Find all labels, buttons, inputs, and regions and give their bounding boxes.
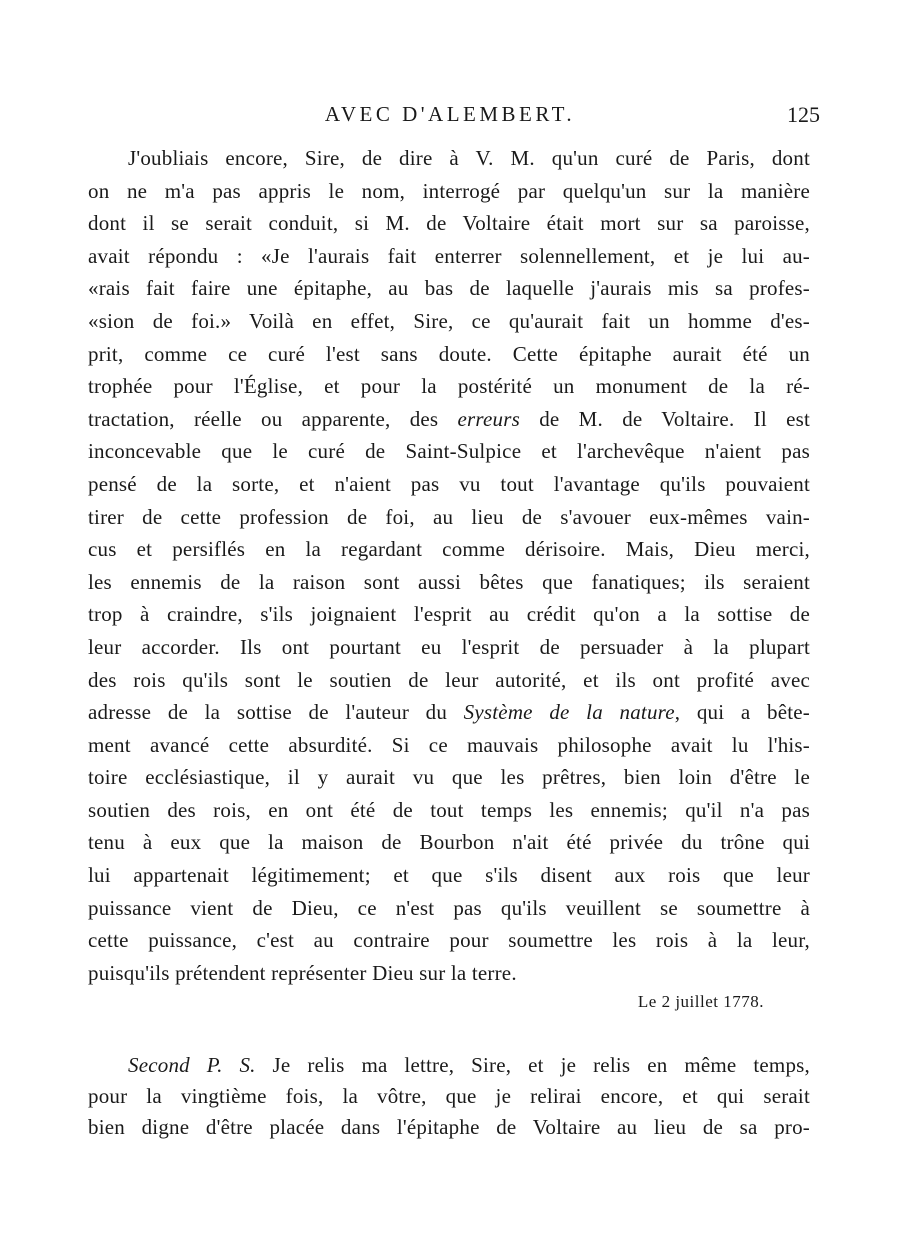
text-line: tenu à eux que la maison de Bourbon n'ait été privée du trône qui <box>88 830 810 855</box>
postscript-paragraph <box>88 1050 810 1143</box>
text-line: soutien des rois, en ont été de tout temps les ennemis; qu'il n'a pas <box>88 797 810 822</box>
text-line: leur accorder. Ils ont pourtant eu l'esprit de persuader à la plupart <box>88 634 810 659</box>
text-line: les ennemis de la raison sont aussi bêtes que fanatiques; ils seraient <box>88 569 810 594</box>
text-line: avait répondu : «Je l'aurais fait enterrer solennellement, et je lui au- <box>88 243 810 268</box>
running-head <box>0 98 900 132</box>
text-segment: de M. de Voltaire. Il est <box>519 406 810 431</box>
text-line: J'oubliais encore, Sire, de dire à V. M. qu'un curé de Paris, dont <box>128 146 810 170</box>
text-line <box>88 696 810 729</box>
text-segment: adresse de la sottise de l'auteur du <box>88 700 464 725</box>
text-line: lui appartenait légitimement; et que s'ils disent aux rois que leur <box>88 863 810 888</box>
text-line: trophée pour l'Église, et pour la postérité un monument de la ré- <box>88 374 810 399</box>
text-line: cus et persiflés en la regardant comme dérisoire. Mais, Dieu merci, <box>88 537 810 562</box>
text-line: ment avancé cette absurdité. Si ce mauvais philosophe avait lu l'his- <box>88 732 810 757</box>
text-line: trop à craindre, s'ils joignaient l'esprit au crédit qu'on a la sottise de <box>88 602 810 627</box>
running-title: AVEC D'ALEMBERT. <box>324 102 576 126</box>
text-line: pensé de la sorte, et n'aient pas vu tout l'avantage qu'ils pouvaient <box>88 471 810 496</box>
text-line: «rais fait faire une épitaphe, au bas de laquelle j'aurais mis sa profes- <box>88 276 810 301</box>
text-line: dont il se serait conduit, si M. de Voltaire était mort sur sa paroisse, <box>88 211 810 236</box>
italic-word: erreurs <box>457 406 520 431</box>
text-line: bien digne d'être placée dans l'épitaphe de Voltaire au lieu de sa pro- <box>88 1115 810 1139</box>
italic-book-title: Système de la nature <box>463 700 675 725</box>
postscript-label: Second P. S. <box>128 1053 256 1077</box>
page-number: 125 <box>787 102 820 127</box>
text-line: inconcevable que le curé de Saint-Sulpice et l'archevêque n'aient pas <box>88 439 810 464</box>
text-line <box>88 1050 810 1081</box>
letter-paragraph <box>88 142 810 989</box>
text-segment: , qui a bête- <box>674 700 810 725</box>
text-line: «sion de foi.» Voilà en effet, Sire, ce qu'aurait fait un homme d'es- <box>88 308 810 333</box>
text-line: pour la vingtième fois, la vôtre, que je relirai encore, et qui serait <box>88 1084 810 1108</box>
text-line: puissance vient de Dieu, ce n'est pas qu'ils veuillent se soumettre à <box>88 895 810 920</box>
text-line: des rois qu'ils sont le soutien de leur autorité, et ils ont profité avec <box>88 667 810 692</box>
text-line: toire ecclésiastique, il y aurait vu que les prêtres, bien loin d'être le <box>88 765 810 790</box>
dateline: Le 2 juillet 1778. <box>637 992 764 1011</box>
text-segment: Je relis ma lettre, Sire, et je relis en même temps, <box>255 1053 810 1077</box>
text-segment: tractation, réelle ou apparente, des <box>88 406 458 431</box>
text-line: on ne m'a pas appris le nom, interrogé par quelqu'un sur la manière <box>88 178 810 203</box>
text-line: prit, comme ce curé l'est sans doute. Cette épitaphe aurait été un <box>88 341 810 366</box>
text-line: cette puissance, c'est au contraire pour soumettre les rois à la leur, <box>88 928 810 953</box>
text-line <box>88 403 810 436</box>
text-line: tirer de cette profession de foi, au lieu de s'avouer eux-mêmes vain- <box>88 504 810 529</box>
text-line: puisqu'ils prétendent représenter Dieu sur la terre. <box>88 960 517 985</box>
